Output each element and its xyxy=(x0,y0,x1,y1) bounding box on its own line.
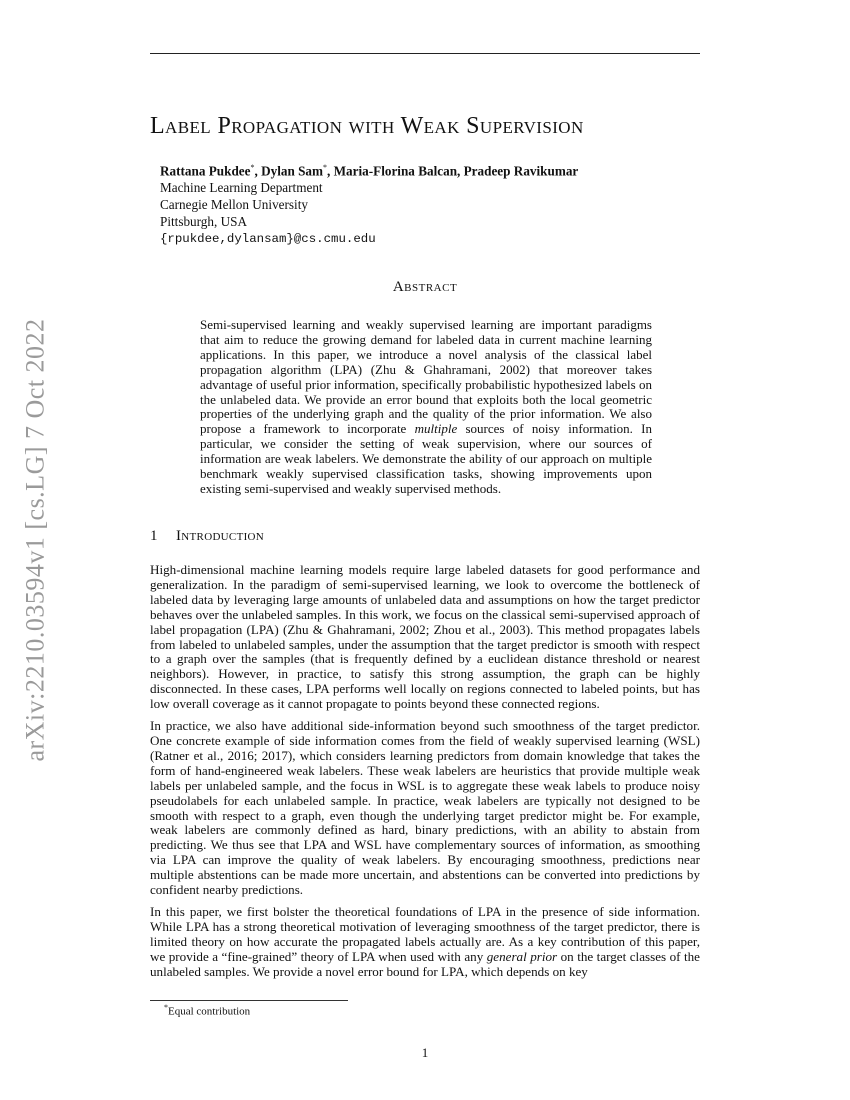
section-number: 1 xyxy=(150,528,158,544)
arxiv-id: arXiv:2210.03594v1 [cs.LG] 7 Oct 2022 xyxy=(21,318,51,762)
paragraph-2: In practice, we also have additional side-information beyond such smoothness of the target predictor. One concrete example of side information comes from the field of weakly supervised learning (WSL) (Ratner et al., 2016; 2017), which considers learning predictors from domain knowledge that takes the form of hand-engineered weak labelers. These weak labelers are heuristics that provide multiple weak labels per unlabeled sample, and the focus in WSL is to aggregate these weak labels to produce noisy pseudolabels for each unlabeled sample. In practice, weak labelers are typically not designed to be smooth with respect to a graph, even though the underlying target predictor might be. For example, weak labelers are commonly defined as hard, binary predictions, with an ability to abstain from predicting. We thus see that LPA and WSL have complementary sources of information, as smoothing via LPA can improve the quality of weak labelers. By encouraging smoothness, predictions near multiple abstentions can be made more uncertain, and abstentions can be converted into predictions by confident nearby predictions. xyxy=(150,718,700,898)
arxiv-stamp xyxy=(6,305,66,775)
paragraph-3-part-b: on the target classes of the unlabeled samples. We provide a novel error bound for LPA, which depends on key xyxy=(150,948,700,979)
paragraph-3 xyxy=(150,905,700,980)
top-rule xyxy=(150,53,700,54)
section-title: Introduction xyxy=(176,528,265,544)
page-number: 1 xyxy=(421,1045,429,1060)
abstract-emphasis: multiple xyxy=(414,421,458,437)
abstract-text xyxy=(200,318,652,497)
author-university: Carnegie Mellon University xyxy=(160,196,308,212)
footnote-text: Equal contribution xyxy=(168,1005,251,1018)
abstract-part-2: sources of noisy information. In particular, we consider the setting of weak supervision, where our sources of information are weak labelers. We demonstrate the ability of our approach on multiple benchmark weakly supervised classification tasks, showing improvements upon existing semi-supervised and weakly supervised methods. xyxy=(200,421,652,496)
author-email: {rpukdee,dylansam}@cs.cmu.edu xyxy=(160,231,376,246)
author-block xyxy=(160,160,720,247)
paragraph-3-part-a: In this paper, we first bolster the theoretical foundations of LPA in the presence of side information. While LPA has a strong theoretical motivation of leveraging smoothness of the target predictor, there is limited theory on how accurate the propagated labels actually are. As a key contribution of this paper, we provide a “fine-grained” theory of LPA when used with any xyxy=(150,903,700,964)
footnote-rule xyxy=(150,1000,348,1001)
paragraph-3-emphasis: general prior xyxy=(486,948,558,964)
abstract-part-1: Semi-supervised learning and weakly supervised learning are important paradigms that aim to reduce the growing demand for labeled data in current machine learning applications. In this paper, we introduce a novel analysis of the classical label propagation algorithm (LPA) (Zhu & Ghahramani, 2002) that moreover takes advantage of useful prior information, specifically probabilistic hypothesized labels on the unlabeled data. We provide an error bound that exploits both the local geometric properties of the underlying graph and the quality of the prior information. We also propose a framework to incorporate xyxy=(200,317,652,437)
footnote xyxy=(164,1003,250,1018)
author-names: Rattana Pukdee*, Dylan Sam*, Maria-Florina Balcan, Pradeep Ravikumar xyxy=(160,163,579,179)
author-department: Machine Learning Department xyxy=(160,180,323,196)
abstract-heading: Abstract xyxy=(392,279,458,295)
paragraph-1: High-dimensional machine learning models require large labeled datasets for good performance and generalization. In the paradigm of semi-supervised learning, we look to overcome the bottleneck of labeled data by leveraging large amounts of unlabeled data and assumptions on how the target predictor behaves over the unlabeled samples. In this work, we focus on the classical semi-supervised approach of label propagation (LPA) (Zhu & Ghahramani, 2002; Zhou et al., 2003). This method propagates labels from labeled to unlabeled samples, under the assumption that the target predictor is smooth with respect to a graph over the samples (that is frequently defined by a euclidean distance threshold or nearest neighbors). However, in practice, to satisfy this strong assumption, the graph can be highly disconnected. In these cases, LPA performs well locally on regions connected to labeled points, but has low overall coverage as it cannot propagate to points beyond these connected regions. xyxy=(150,562,700,712)
footnote-mark: * xyxy=(164,1003,168,1012)
author-location: Pittsburgh, USA xyxy=(160,213,247,229)
introduction-body xyxy=(150,563,700,986)
section-heading xyxy=(150,528,264,545)
paper-title: Label Propagation with Weak Supervision xyxy=(150,113,584,139)
